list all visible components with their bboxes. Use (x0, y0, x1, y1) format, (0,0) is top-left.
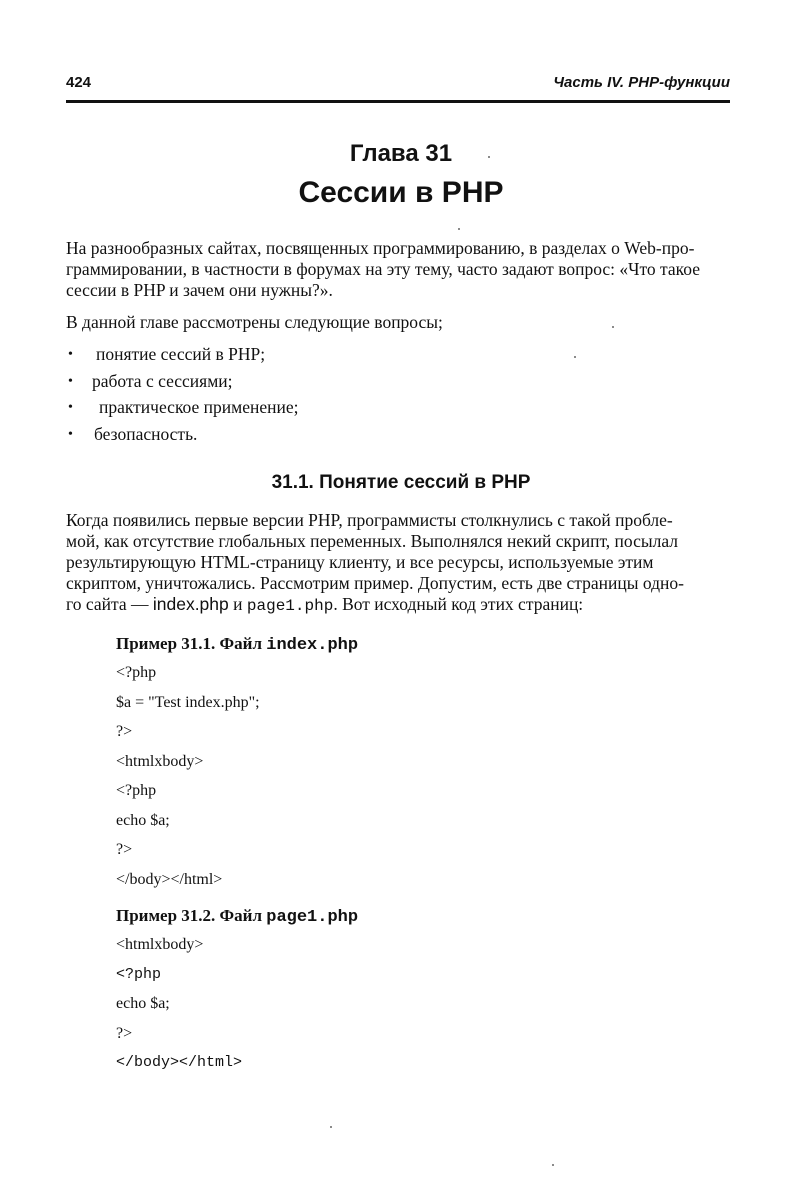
list-item-text: практическое применение; (99, 397, 299, 417)
caption-prefix: Пример 31.1. Файл (116, 634, 267, 653)
header-rule (66, 100, 730, 103)
page-number: 424 (66, 74, 92, 91)
text-line: скриптом, уничтожались. Рассмотрим пример. Допустим, есть две страницы одно- (66, 573, 684, 593)
list-item-text: безопасность. (94, 423, 198, 444)
text-line: Когда появились первые версии PHP, программисты столкнулись с такой пробле- (66, 510, 673, 530)
section-title: 31.1. Понятие сессий в PHP (271, 472, 531, 493)
text-line (66, 594, 730, 617)
code-line: </body></html> (116, 1054, 243, 1071)
chapter-title: Сессии в PHP (298, 176, 504, 209)
scan-speck (612, 326, 614, 328)
list-item (66, 371, 666, 398)
section-paragraph (66, 510, 730, 617)
text-line: результирующую HTML-страницу клиенту, и все ресурсы, используемые этим (66, 552, 654, 572)
code-line: echo $a; (116, 995, 170, 1012)
code-line: <?php (116, 965, 162, 983)
text-line: На разнообразных сайтах, посвященных программированию, в разделах о Web-про- (66, 238, 695, 258)
list-item (66, 397, 666, 424)
text-line: граммировании, в частности в форумах на эту тему, часто задают вопрос: «Что такое (66, 259, 701, 279)
code-line: echo $a; (116, 811, 170, 829)
code-listing (116, 935, 242, 1083)
scan-speck (552, 1164, 554, 1166)
bullet-icon: • (68, 373, 73, 389)
caption-filename: page1.php (266, 908, 359, 927)
text-fragment: го сайта — (66, 594, 153, 614)
code-listing (116, 663, 260, 899)
inline-code: index.php (152, 594, 229, 614)
text-line: сессии в PHP и зачем они нужны?». (66, 280, 333, 300)
list-item (66, 344, 666, 371)
bullet-icon: • (68, 400, 73, 415)
code-line: <htmlxbody> (116, 936, 204, 953)
code-line: <?php (116, 664, 157, 681)
page-header (66, 74, 730, 96)
scan-speck (574, 356, 576, 358)
topics-list (66, 344, 666, 450)
example-caption (116, 906, 358, 927)
code-line: ?> (116, 1024, 133, 1042)
list-item-text: понятие сессий в PHP; (96, 344, 266, 364)
scan-speck (458, 228, 460, 230)
list-item (66, 424, 666, 451)
code-line: <?php (116, 782, 157, 799)
chapter-label: Глава 31 (349, 140, 453, 167)
text-fragment: и (228, 594, 247, 614)
code-line: ?> (116, 841, 133, 858)
text-fragment: . Вот исходный код этих страниц: (333, 594, 584, 614)
list-item-text: работа с сессиями; (92, 370, 233, 391)
text-line: В данной главе рассмотрены следующие вопросы; (66, 312, 443, 332)
inline-code: page1.php (246, 597, 334, 615)
caption-prefix: Пример 31.2. Файл (116, 906, 267, 925)
code-line: <htmlxbody> (116, 752, 204, 770)
code-line: ?> (116, 723, 133, 740)
scan-speck (330, 1126, 332, 1128)
running-title: Часть IV. PHP-функции (553, 74, 730, 91)
topics-intro (66, 312, 730, 333)
example-caption (116, 634, 358, 655)
intro-paragraph (66, 238, 730, 301)
code-line: </body></html> (116, 870, 223, 888)
caption-filename: index.php (266, 636, 359, 655)
bullet-icon: • (68, 347, 73, 362)
scan-speck (488, 156, 490, 158)
bullet-icon: • (68, 426, 73, 442)
code-line: $a = "Test index.php"; (116, 693, 260, 711)
text-line: мой, как отсутствие глобальных переменных. Выполнялся некий скрипт, посылал (66, 531, 678, 551)
